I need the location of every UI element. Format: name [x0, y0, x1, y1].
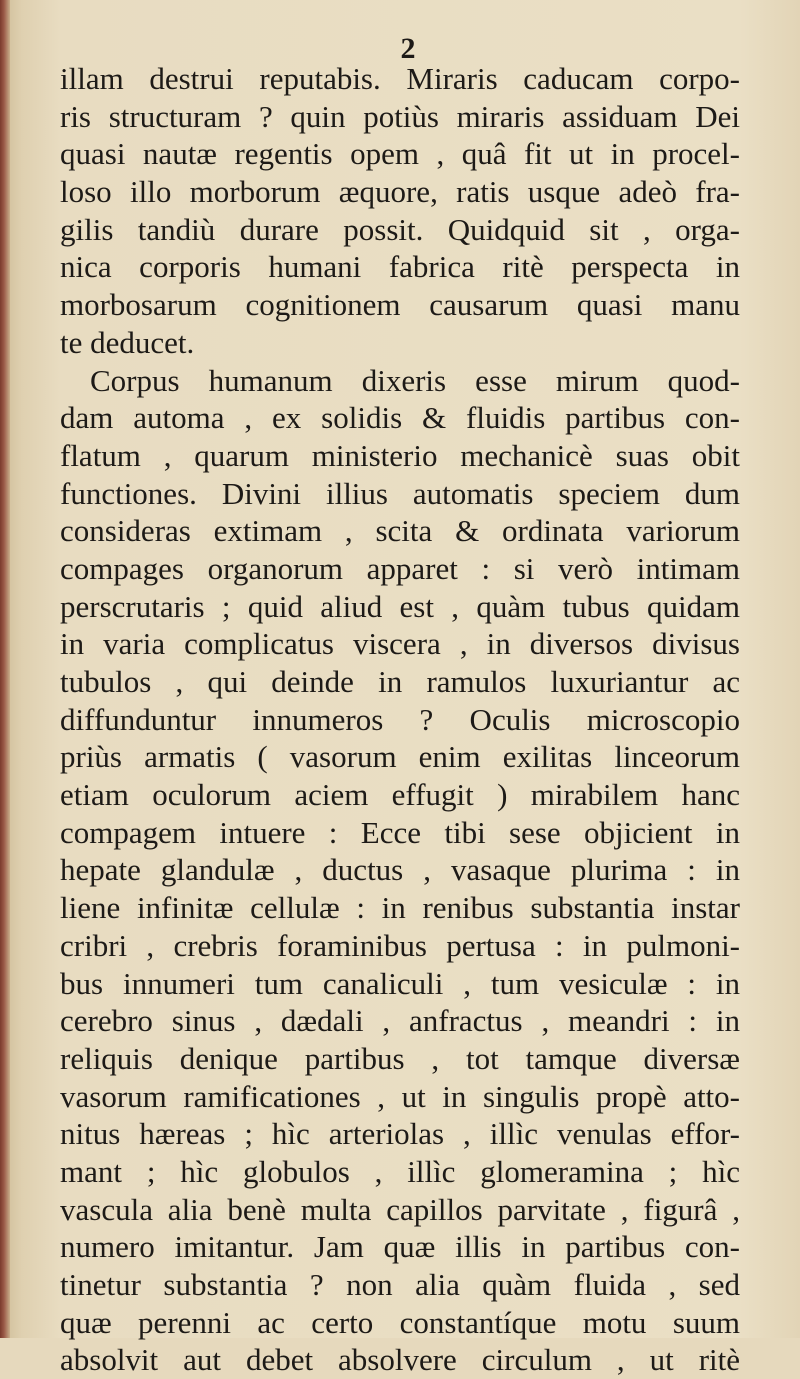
text-line: consideras extimam , scita & ordinata variorum — [60, 513, 740, 549]
text-line: perscrutaris ; quid aliud est , quàm tubus quidam — [60, 588, 740, 624]
text-line: bus innumeri tum canaliculi , tum vesiculæ : in — [60, 965, 740, 1001]
text-line: cribri , crebris foraminibus pertusa : in pulmoni- — [60, 927, 740, 963]
text-line: hepate glandulæ , ductus , vasaque plurima : in — [60, 852, 740, 888]
text-line: morbosarum cognitionem causarum quasi manu — [60, 287, 740, 323]
text-line: compagem intuere : Ecce tibi sese objicient in — [60, 814, 740, 850]
text-line: absolvit aut debet absolvere circulum , ut ritè — [60, 1342, 740, 1378]
text-line: vasorum ramificationes , ut in singulis propè atto- — [60, 1078, 740, 1114]
page-number: 2 — [400, 32, 416, 65]
text-line: te deducet. — [60, 324, 195, 360]
text-line: nica corporis humani fabrica ritè perspecta in — [60, 249, 740, 285]
text-line: tubulos , qui deinde in ramulos luxuriantur ac — [60, 664, 740, 699]
text-line: quæ perenni ac certo constantíque motu suum — [60, 1304, 740, 1340]
text-line: flatum , quarum ministerio mechanicè suas obit — [60, 437, 740, 473]
text-line: liene infinitæ cellulæ : in renibus substantia instar — [60, 890, 740, 926]
text-line: mant ; hìc globulos , illìc glomeramina ; hìc — [60, 1153, 740, 1189]
text-line: loso illo morborum æquore, ratis usque adeò fra- — [60, 174, 740, 210]
text-line: nitus hæreas ; hìc arteriolas , illìc venulas effor- — [60, 1116, 740, 1152]
page-edge — [0, 0, 10, 1338]
text-line: diffunduntur innumeros ? Oculis microscopio — [60, 701, 740, 737]
text-line: in varia complicatus viscera , in diversos divisus — [60, 626, 740, 662]
text-line: dam automa , ex solidis & fluidis partibus con- — [60, 400, 740, 436]
text-line: Corpus humanum dixeris esse mirum quod- — [90, 362, 740, 398]
text-line: reliquis denique partibus , tot tamque diversæ — [60, 1040, 740, 1076]
text-line: etiam oculorum aciem effugit ) mirabilem hanc — [60, 777, 740, 813]
text-line: vascula alia benè multa capillos parvitate , figurâ , — [60, 1191, 740, 1227]
body-text — [60, 60, 740, 1379]
text-line: numero imitantur. Jam quæ illis in partibus con- — [60, 1229, 740, 1265]
text-line: ris structuram ? quin potiùs miraris assiduam Dei — [60, 98, 740, 134]
text-line: compages organorum apparet : si verò intimam — [60, 550, 740, 586]
text-line: functiones. Divini illius automatis speciem dum — [60, 475, 740, 511]
text-line: cerebro sinus , dædali , anfractus , meandri : in — [60, 1003, 740, 1039]
text-line: quasi nautæ regentis opem , quâ fit ut in procel- — [60, 136, 740, 172]
text-line: gilis tandiù durare possit. Quidquid sit , orga- — [60, 211, 740, 247]
text-line: priùs armatis ( vasorum enim exilitas linceorum — [60, 739, 740, 775]
text-line: illam destrui reputabis. Miraris caducam corpo- — [60, 61, 740, 96]
text-line: tinetur substantia ? non alia quàm fluida , sed — [60, 1267, 740, 1302]
